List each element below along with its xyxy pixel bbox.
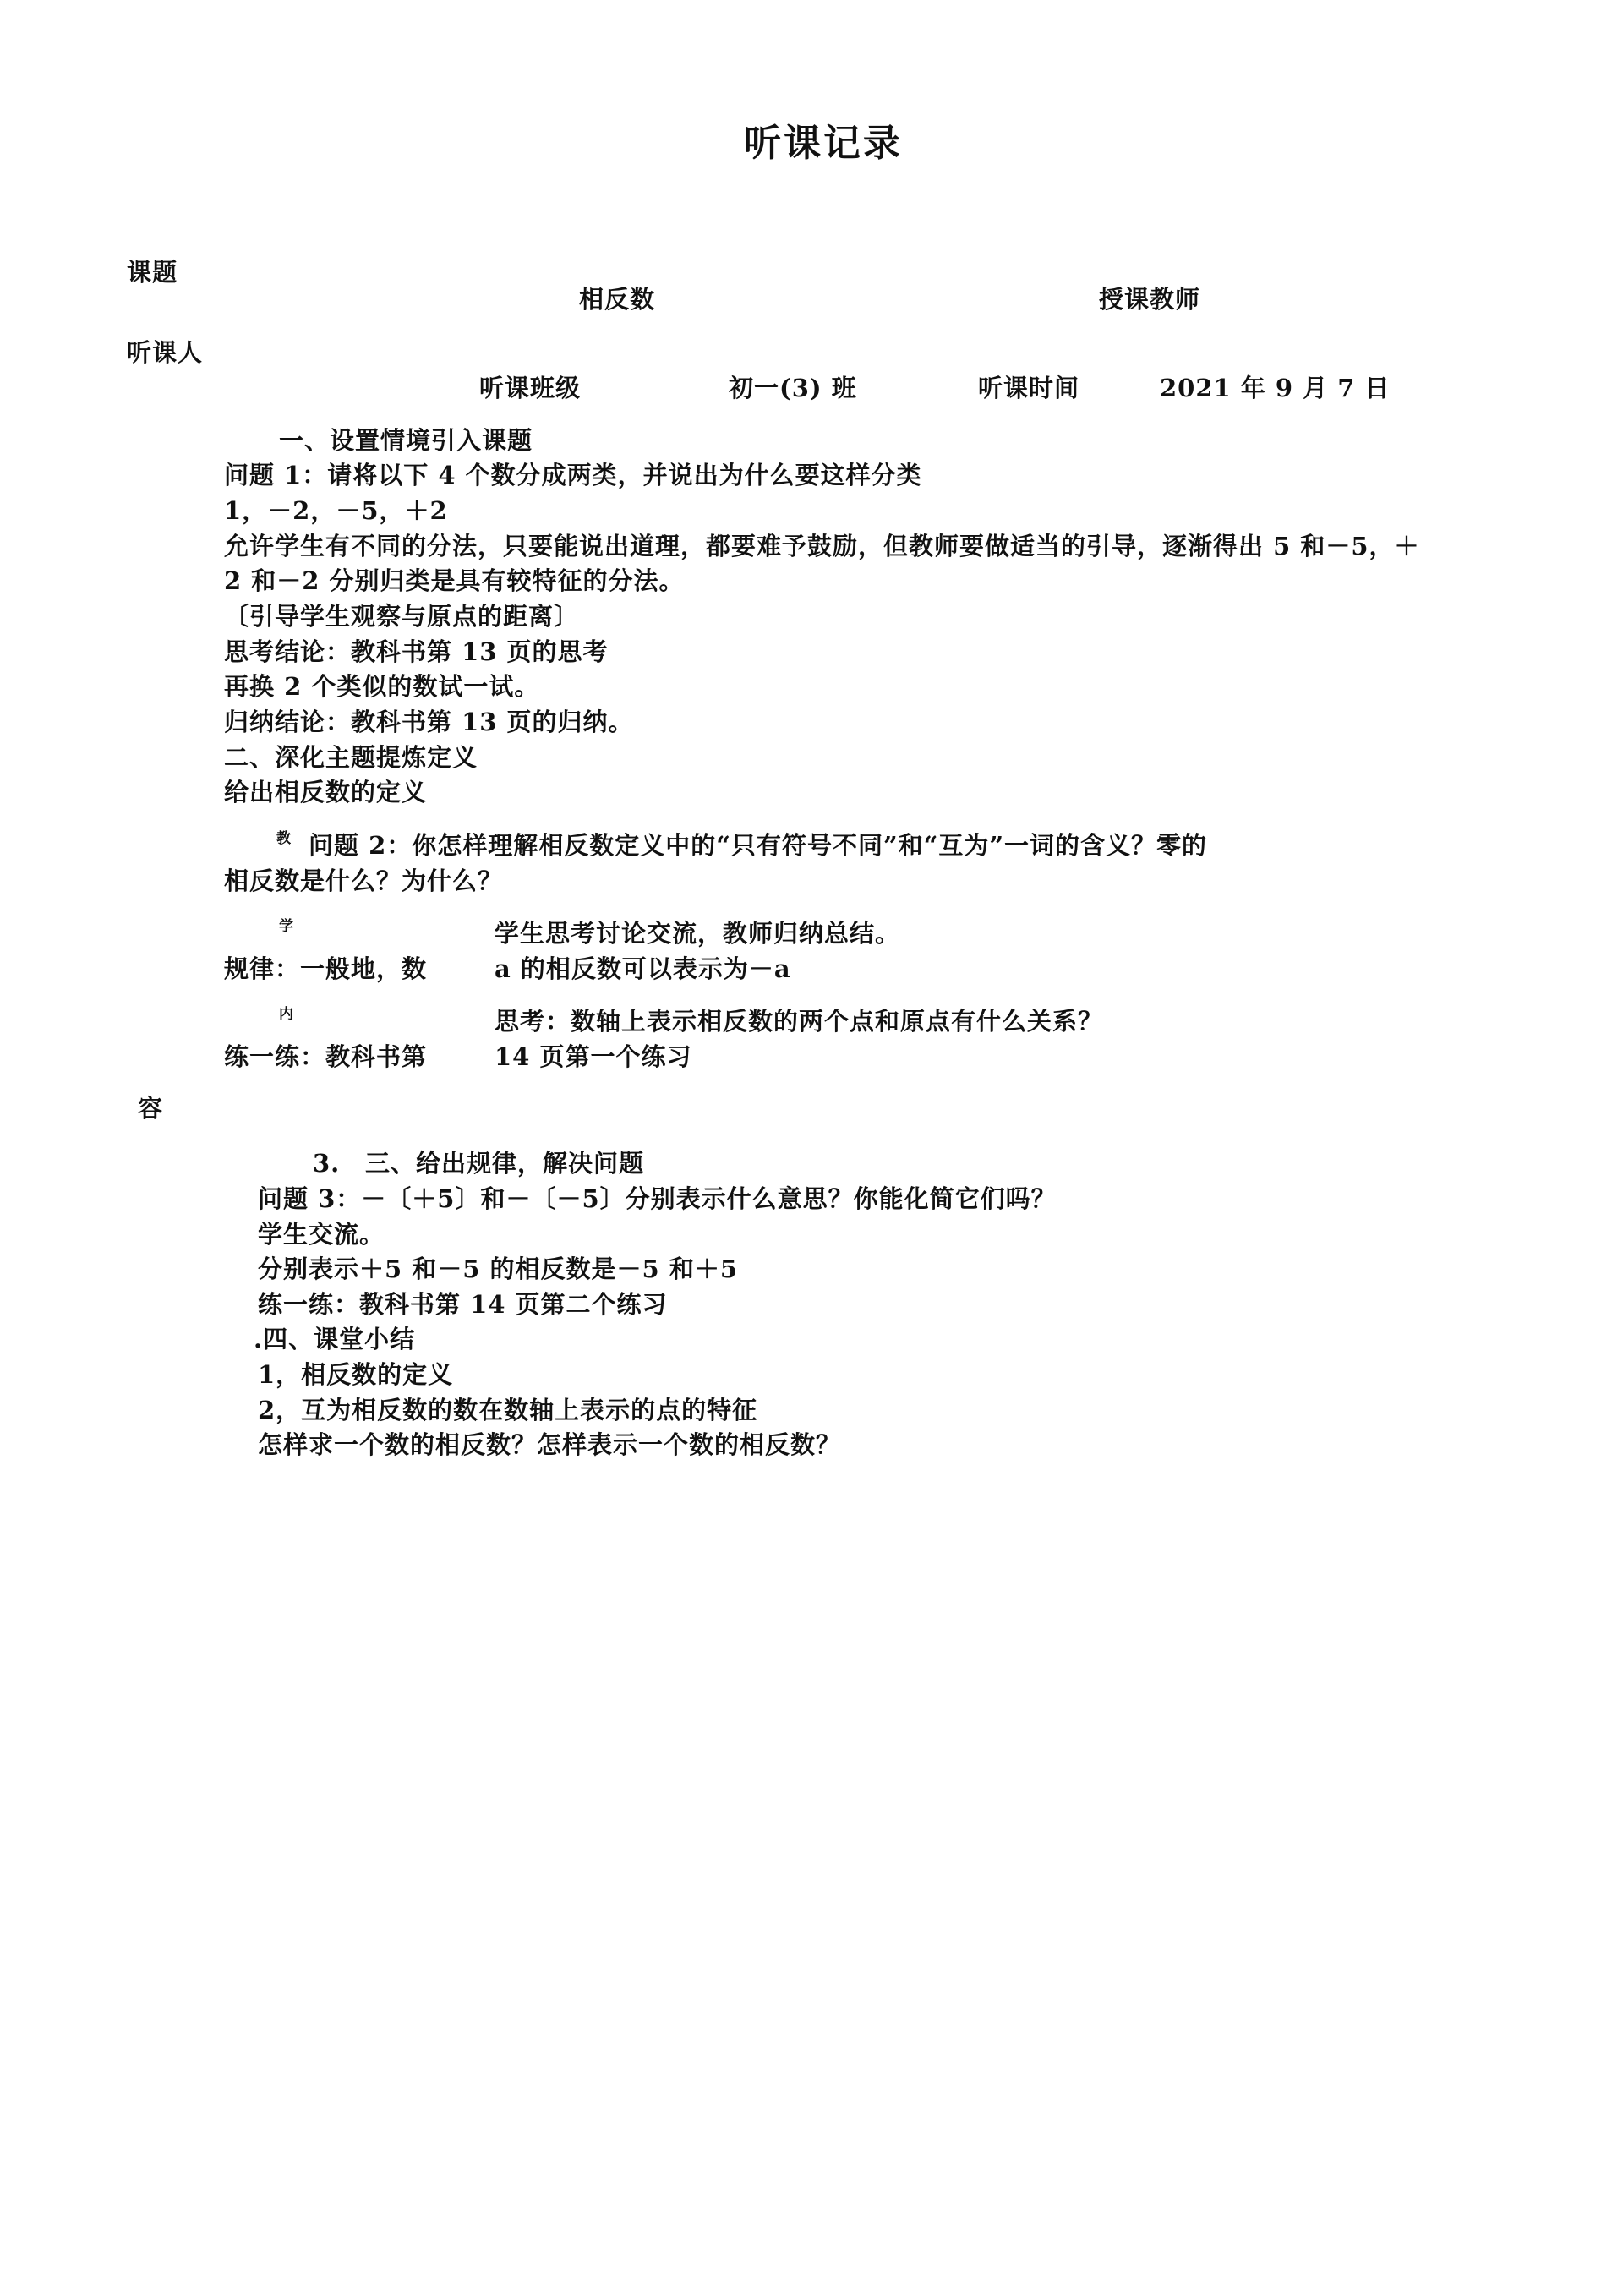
allow-line-1: 允许学生有不同的分法，只要能说出道理，都要难予鼓励，但教师要做适当的引导，逐渐得出 5 和－5，＋ (224, 532, 1420, 560)
represent-line: 分别表示＋5 和－5 的相反数是－5 和＋5 (258, 1255, 739, 1283)
think-axis-line: 思考：数轴上表示相反数的两个点和原点有什么关系？ (495, 1007, 1104, 1036)
teacher-label: 授课教师 (1099, 285, 1201, 314)
listener-label: 听课人 (127, 338, 204, 367)
side-label-jiao: 教 (276, 830, 292, 847)
practice-1-value: 14 页第一个练习 (495, 1042, 692, 1071)
section-2-heading: 二、深化主题提炼定义 (224, 743, 478, 772)
guide-line: 〔引导学生观察与原点的距离〕 (224, 602, 580, 631)
side-label-nei: 内 (279, 1006, 294, 1023)
class-value: 初一(3) 班 (729, 374, 857, 402)
give-definition: 给出相反数的定义 (224, 778, 428, 806)
practice-1-label: 练一练：教科书第 (224, 1042, 428, 1071)
summary-conclusion: 归纳结论：教科书第 13 页的归纳。 (224, 708, 634, 736)
side-label-xue: 学 (279, 918, 294, 935)
allow-line-2: 2 和－2 分别归类是具有较特征的分法。 (224, 566, 685, 595)
summary-item-1: 1，相反数的定义 (258, 1360, 454, 1389)
numbers-line: 1，－2，－5，＋2 (224, 496, 448, 525)
practice-2: 练一练：教科书第 14 页第二个练习 (258, 1290, 668, 1319)
section-4-heading: .四、课堂小结 (254, 1325, 416, 1353)
time-value: 2021 年 9 月 7 日 (1160, 374, 1391, 402)
rule-label: 规律：一般地，数 (224, 954, 428, 983)
side-label-rong: 容 (138, 1094, 164, 1123)
discuss-line: 学生思考讨论交流，教师归纳总结。 (495, 919, 901, 948)
try-again-line: 再换 2 个类似的数试一试。 (224, 672, 540, 701)
section-1-heading: 一、设置情境引入课题 (279, 426, 533, 455)
student-exchange: 学生交流。 (258, 1220, 385, 1249)
time-label: 听课时间 (978, 374, 1080, 402)
class-label: 听课班级 (479, 374, 582, 402)
question-3: 问题 3：－〔＋5〕和－〔－5〕分别表示什么意思？你能化简它们吗？ (258, 1184, 1057, 1213)
think-conclusion: 思考结论：教科书第 13 页的思考 (224, 637, 609, 666)
summary-item-3: 怎样求一个数的相反数？怎样表示一个数的相反数？ (258, 1430, 842, 1459)
summary-item-2: 2，互为相反数的数在数轴上表示的点的特征 (258, 1396, 758, 1424)
topic-value: 相反数 (579, 285, 656, 314)
section-3-heading: 三、给出规律，解决问题 (365, 1149, 645, 1178)
question-2-line-2: 相反数是什么？为什么？ (224, 866, 504, 895)
page-title: 听课记录 (744, 122, 903, 165)
topic-label: 课题 (127, 258, 178, 287)
question-2-line-1: 问题 2：你怎样理解相反数定义中的“只有符号不同”和“互为”一词的含义？零的 (309, 831, 1207, 860)
question-1: 问题 1：请将以下 4 个数分成两类，并说出为什么要这样分类 (224, 461, 922, 489)
section-3-number: 3. (313, 1149, 341, 1178)
rule-value: a 的相反数可以表示为－a (495, 954, 791, 983)
